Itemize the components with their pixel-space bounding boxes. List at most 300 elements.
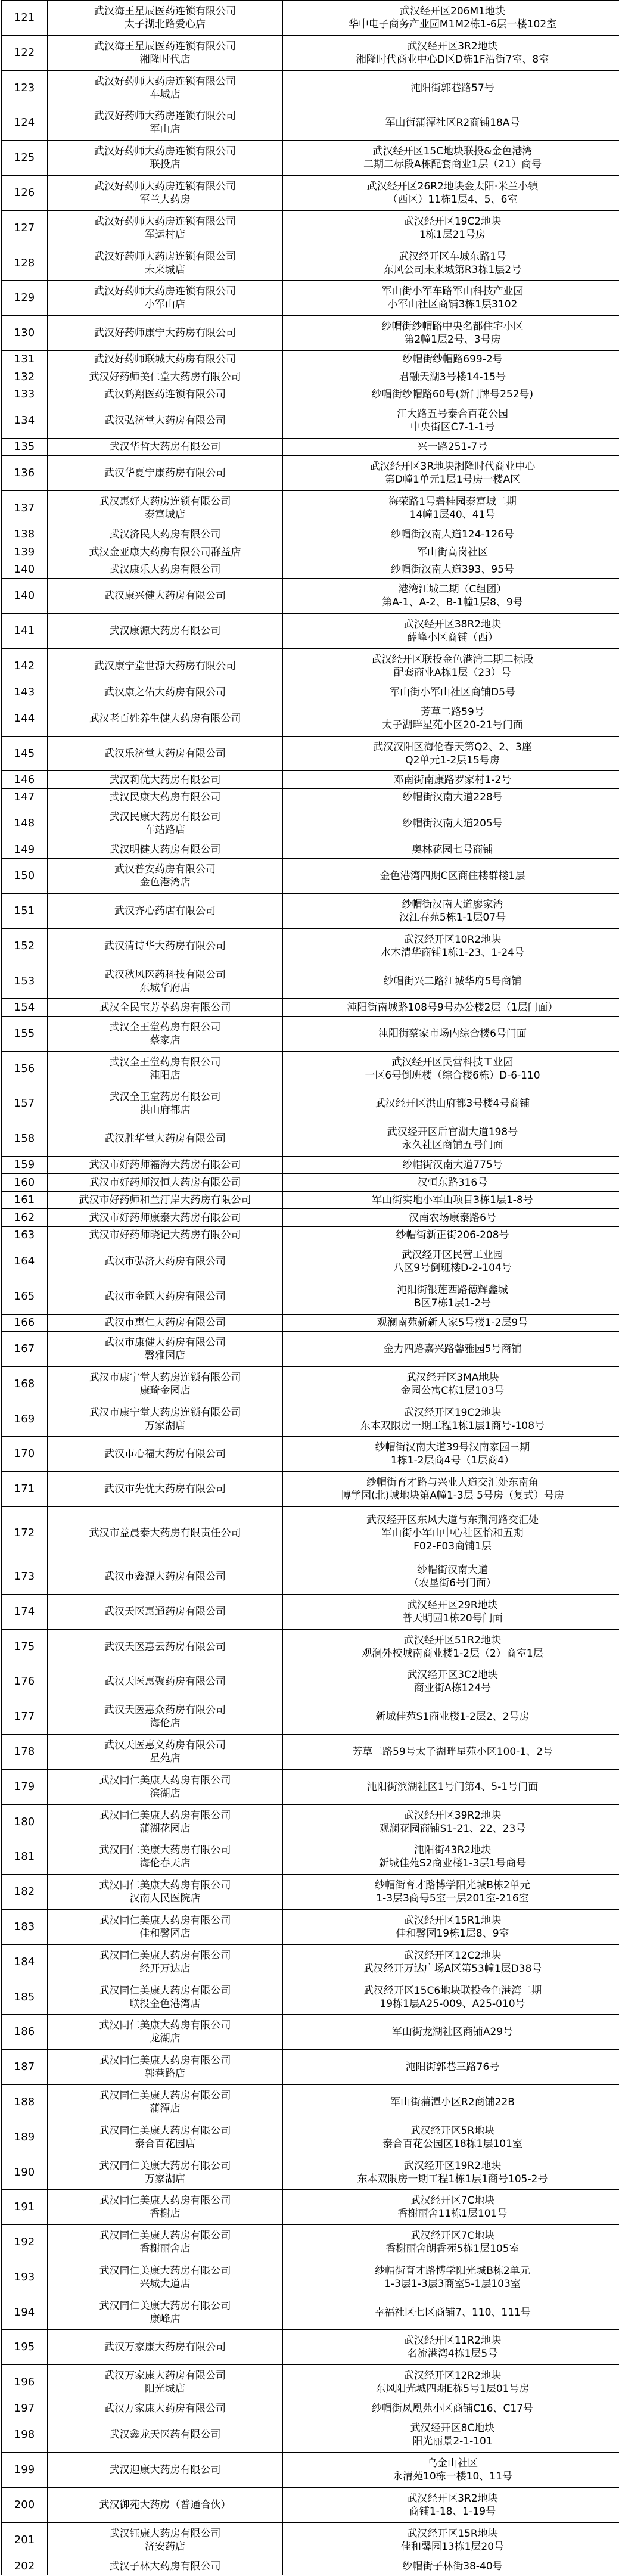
table-row bbox=[2, 1209, 619, 1227]
pharmacy-address-line: 观澜南苑新新人家5号楼1-2层9号 bbox=[377, 1317, 528, 1329]
table-row bbox=[2, 999, 619, 1017]
pharmacy-name-line: 星苑店 bbox=[150, 1752, 181, 1764]
table-row bbox=[2, 246, 619, 281]
row-number: 176 bbox=[2, 1664, 48, 1699]
pharmacy-name-line: 武汉同仁美康大药房有限公司 bbox=[99, 2090, 231, 2102]
pharmacy-name-line: 武汉同仁美康大药房有限公司 bbox=[99, 2195, 231, 2207]
row-number: 129 bbox=[2, 281, 48, 316]
table-row bbox=[2, 1121, 619, 1157]
pharmacy-address-line: 名流港湾4栋1层5号 bbox=[407, 2348, 498, 2360]
pharmacy-address-line: B区7栋1层1-2号 bbox=[413, 1297, 492, 1309]
pharmacy-name-line: 武汉好药师康宁大药房有限公司 bbox=[94, 327, 236, 339]
pharmacy-address-cell bbox=[283, 579, 619, 614]
row-number: 165 bbox=[2, 1279, 48, 1315]
table-row bbox=[2, 649, 619, 683]
table-row bbox=[2, 1910, 619, 1945]
pharmacy-address-cell bbox=[283, 1664, 619, 1699]
table-row bbox=[2, 841, 619, 859]
pharmacy-name-cell bbox=[48, 1770, 283, 1805]
pharmacy-name-line: 小军山店 bbox=[145, 299, 185, 310]
pharmacy-address-cell bbox=[283, 859, 619, 894]
pharmacy-name-cell bbox=[48, 1805, 283, 1839]
table-row bbox=[2, 1945, 619, 1980]
table-row bbox=[2, 789, 619, 806]
pharmacy-address-line: 沌阳街43R2地块 bbox=[413, 1844, 492, 1856]
row-number: 146 bbox=[2, 771, 48, 789]
pharmacy-table bbox=[1, 0, 619, 2575]
pharmacy-name-line: 武汉康兴健大药房有限公司 bbox=[104, 590, 226, 602]
pharmacy-name-cell bbox=[48, 2417, 283, 2453]
pharmacy-name-line: 武汉好药师大药房连锁有限公司 bbox=[94, 285, 236, 297]
pharmacy-name-line: 蔡家店 bbox=[150, 1034, 181, 1046]
pharmacy-address-line: 武汉经开区12R2地块 bbox=[403, 2370, 502, 2382]
pharmacy-address-cell bbox=[283, 789, 619, 806]
pharmacy-name-line: 郭巷路店 bbox=[145, 2068, 185, 2080]
table-row bbox=[2, 1244, 619, 1279]
table-row bbox=[2, 1279, 619, 1315]
pharmacy-address-cell bbox=[283, 1507, 619, 1559]
pharmacy-address-cell bbox=[283, 1402, 619, 1437]
pharmacy-address-line: 阳光丽景2-1-101 bbox=[412, 2435, 493, 2447]
pharmacy-address-cell bbox=[283, 368, 619, 386]
pharmacy-address-line: 乌金山社区 bbox=[427, 2457, 478, 2469]
row-number: 178 bbox=[2, 1735, 48, 1770]
table-row bbox=[2, 176, 619, 211]
table-row bbox=[2, 2260, 619, 2295]
pharmacy-address-cell bbox=[283, 2050, 619, 2085]
pharmacy-name-line: 武汉好药师大药房连锁有限公司 bbox=[94, 110, 236, 122]
table-row bbox=[2, 1980, 619, 2015]
pharmacy-address-line: 第D幢1单元1层1号房一楼A区 bbox=[384, 474, 521, 486]
pharmacy-name-line: 武汉金亚康大药房有限公司群益店 bbox=[89, 546, 241, 558]
pharmacy-name-cell bbox=[48, 561, 283, 579]
pharmacy-name-cell bbox=[48, 1052, 283, 1086]
pharmacy-address-cell bbox=[283, 316, 619, 351]
pharmacy-name-line: 康峰店 bbox=[150, 2313, 181, 2325]
pharmacy-address-cell bbox=[283, 1192, 619, 1209]
pharmacy-name-line: 武汉御苑大药房（普通合伙） bbox=[99, 2499, 231, 2511]
pharmacy-address-line: 纱帽街子林街38-40号 bbox=[402, 2561, 503, 2572]
table-row bbox=[2, 2365, 619, 2400]
pharmacy-name-cell bbox=[48, 2488, 283, 2523]
pharmacy-name-line: 武汉康之佑大药房有限公司 bbox=[104, 686, 226, 698]
pharmacy-address-cell bbox=[283, 964, 619, 999]
pharmacy-address-line: 薛峰小区商铺（西） bbox=[407, 632, 498, 644]
pharmacy-address-line: 纱帽街汉南大道124-126号 bbox=[390, 529, 515, 540]
pharmacy-address-line: 商铺1-18、1-19号 bbox=[409, 2506, 496, 2518]
pharmacy-address-cell bbox=[283, 36, 619, 71]
pharmacy-name-line: 武汉市康宁堂大药房连锁有限公司 bbox=[89, 1406, 241, 1419]
pharmacy-name-line: 军山店 bbox=[150, 123, 181, 135]
pharmacy-name-line: 武汉同仁美康大药房有限公司 bbox=[99, 2125, 231, 2137]
pharmacy-name-line: 武汉天医惠聚药房有限公司 bbox=[104, 1676, 226, 1688]
pharmacy-name-cell bbox=[48, 1839, 283, 1875]
table-row bbox=[2, 1157, 619, 1174]
table-row bbox=[2, 561, 619, 579]
pharmacy-name-cell bbox=[48, 2190, 283, 2225]
pharmacy-address-line: 纱帽街凤凰苑小区商铺C16、C17号 bbox=[371, 2403, 533, 2415]
pharmacy-address-line: 武汉经开区3MA地块 bbox=[406, 1372, 499, 1384]
pharmacy-name-line: 武汉市好药师福海大药房有限公司 bbox=[89, 1159, 241, 1171]
pharmacy-name-line: 兴城大道店 bbox=[139, 2278, 191, 2290]
pharmacy-name-line: 武汉万家康大药房有限公司 bbox=[104, 2403, 226, 2415]
table-row bbox=[2, 2225, 619, 2260]
pharmacy-address-line: 纱帽街汉南大道393、95号 bbox=[390, 564, 515, 576]
row-number: 199 bbox=[2, 2453, 48, 2488]
pharmacy-address-cell bbox=[283, 1875, 619, 1910]
pharmacy-address-line: 纱帽街纱帽路699-2号 bbox=[402, 353, 503, 365]
row-number: 148 bbox=[2, 806, 48, 841]
pharmacy-address-cell bbox=[283, 1945, 619, 1980]
pharmacy-address-line: 芳草二路59号太子湖畔星苑小区100-1、2号 bbox=[352, 1746, 553, 1758]
pharmacy-address-cell bbox=[283, 1805, 619, 1839]
pharmacy-name-cell bbox=[48, 2120, 283, 2155]
pharmacy-name-cell bbox=[48, 1559, 283, 1595]
pharmacy-name-line: 东城华府店 bbox=[139, 981, 191, 994]
row-number: 124 bbox=[2, 105, 48, 141]
pharmacy-address-cell bbox=[283, 2015, 619, 2050]
row-number: 166 bbox=[2, 1315, 48, 1332]
row-number: 133 bbox=[2, 386, 48, 403]
row-number: 130 bbox=[2, 316, 48, 351]
row-number: 163 bbox=[2, 1227, 48, 1244]
pharmacy-name-line: 武汉鹤翔医药连锁有限公司 bbox=[104, 389, 226, 400]
row-number: 196 bbox=[2, 2365, 48, 2400]
pharmacy-address-line: 武汉经开区38R2地块 bbox=[403, 619, 502, 630]
pharmacy-address-line: 纱帽街汉南大道205号 bbox=[402, 818, 503, 829]
pharmacy-address-cell bbox=[283, 2155, 619, 2190]
pharmacy-address-cell bbox=[283, 841, 619, 859]
table-row bbox=[2, 368, 619, 386]
pharmacy-name-line: 武汉同仁美康大药房有限公司 bbox=[99, 1879, 231, 1891]
pharmacy-address-cell bbox=[283, 2417, 619, 2453]
table-row bbox=[2, 683, 619, 701]
pharmacy-address-cell bbox=[283, 1086, 619, 1121]
row-number: 180 bbox=[2, 1805, 48, 1839]
row-number: 122 bbox=[2, 36, 48, 71]
pharmacy-address-line: 泰合百花公园区18栋1层101室 bbox=[382, 2138, 522, 2150]
pharmacy-address-cell bbox=[283, 2453, 619, 2488]
pharmacy-name-line: 武汉清诗华大药房有限公司 bbox=[104, 940, 226, 952]
pharmacy-address-line: 水木清华商铺1栋1-23、1-24号 bbox=[381, 947, 524, 959]
row-number: 140 bbox=[2, 561, 48, 579]
pharmacy-name-cell bbox=[48, 526, 283, 543]
pharmacy-name-line: 武汉弘济堂大药房有限公司 bbox=[104, 415, 226, 427]
row-number: 184 bbox=[2, 1945, 48, 1980]
pharmacy-address-line: 武汉经开区15R地块 bbox=[407, 2528, 498, 2540]
pharmacy-address-line: 武汉经开区12C2地块 bbox=[403, 1950, 502, 1962]
pharmacy-name-cell bbox=[48, 2365, 283, 2400]
pharmacy-name-line: 武汉齐心药店有限公司 bbox=[114, 905, 216, 917]
pharmacy-address-line: 中央街区C7-1-1号 bbox=[410, 421, 495, 433]
pharmacy-name-cell bbox=[48, 1086, 283, 1121]
pharmacy-name-cell bbox=[48, 1209, 283, 1227]
table-row bbox=[2, 579, 619, 614]
pharmacy-address-line: 汉恒东路316号 bbox=[417, 1176, 488, 1189]
pharmacy-name-cell bbox=[48, 2015, 283, 2050]
pharmacy-name-line: 联投店 bbox=[150, 159, 181, 170]
row-number: 167 bbox=[2, 1332, 48, 1367]
pharmacy-address-line: 东风公司未来城第R3栋1层2号 bbox=[383, 263, 522, 276]
pharmacy-name-line: 泰富城店 bbox=[145, 509, 185, 521]
pharmacy-address-line: 君融天湖3号楼14-15号 bbox=[399, 371, 506, 383]
pharmacy-name-line: 武汉同仁美康大药房有限公司 bbox=[99, 1844, 231, 1856]
pharmacy-name-line: 万家湖店 bbox=[145, 1419, 185, 1432]
pharmacy-address-line: 武汉经开区26R2地块金太阳·米兰小镇 bbox=[366, 181, 539, 192]
pharmacy-address-line: 武汉经开区29R地块 bbox=[407, 1599, 498, 1611]
pharmacy-name-line: 武汉康乐大药房有限公司 bbox=[109, 564, 221, 576]
pharmacy-name-line: 车城店 bbox=[150, 88, 181, 101]
pharmacy-address-cell bbox=[283, 894, 619, 929]
pharmacy-address-cell bbox=[283, 1980, 619, 2015]
row-number: 150 bbox=[2, 859, 48, 894]
pharmacy-name-line: 武汉同仁美康大药房有限公司 bbox=[99, 1950, 231, 1962]
pharmacy-address-line: 1栋1层21号房 bbox=[419, 229, 486, 241]
table-row bbox=[2, 929, 619, 964]
pharmacy-address-line: （农垦街6号门面） bbox=[409, 1577, 496, 1589]
pharmacy-name-cell bbox=[48, 543, 283, 561]
pharmacy-name-line: 万家湖店 bbox=[145, 2173, 185, 2185]
pharmacy-address-cell bbox=[283, 2085, 619, 2120]
pharmacy-address-cell bbox=[283, 649, 619, 683]
pharmacy-name-cell bbox=[48, 1, 283, 36]
pharmacy-name-cell bbox=[48, 806, 283, 841]
pharmacy-name-line: 武汉惠好大药房连锁有限公司 bbox=[99, 496, 231, 508]
table-row bbox=[2, 1664, 619, 1699]
pharmacy-name-cell bbox=[48, 1472, 283, 1507]
row-number: 145 bbox=[2, 737, 48, 771]
pharmacy-name-line: 龙湖店 bbox=[150, 2033, 181, 2044]
pharmacy-name-cell bbox=[48, 281, 283, 316]
table-row bbox=[2, 1437, 619, 1472]
row-number: 198 bbox=[2, 2417, 48, 2453]
pharmacy-address-cell bbox=[283, 1559, 619, 1595]
table-row bbox=[2, 614, 619, 649]
pharmacy-name-line: 武汉华夏宁康药房有限公司 bbox=[104, 467, 226, 479]
row-number: 175 bbox=[2, 1630, 48, 1664]
pharmacy-name-line: 武汉迎康大药房有限公司 bbox=[109, 2464, 221, 2476]
table-row bbox=[2, 316, 619, 351]
pharmacy-address-line: 沌阳街南城路108号9号办公楼2层（1层门面） bbox=[347, 1001, 558, 1014]
pharmacy-name-cell bbox=[48, 491, 283, 526]
pharmacy-name-line: 武汉普安药房有限公司 bbox=[114, 863, 216, 875]
table-row bbox=[2, 386, 619, 403]
pharmacy-name-cell bbox=[48, 1279, 283, 1315]
row-number: 141 bbox=[2, 614, 48, 649]
pharmacy-name-line: 联投金色港湾店 bbox=[129, 1997, 201, 2010]
pharmacy-address-line: 武汉汉阳区海伦春天第Q2、2、3座 bbox=[373, 741, 532, 753]
pharmacy-name-cell bbox=[48, 614, 283, 649]
row-number: 187 bbox=[2, 2050, 48, 2085]
pharmacy-address-line: 武汉经开区19C2地块 bbox=[403, 1406, 502, 1419]
row-number: 201 bbox=[2, 2523, 48, 2558]
pharmacy-name-cell bbox=[48, 649, 283, 683]
pharmacy-name-cell bbox=[48, 368, 283, 386]
pharmacy-address-line: 14幢1层40、41号 bbox=[409, 509, 496, 521]
pharmacy-name-cell bbox=[48, 929, 283, 964]
pharmacy-address-line: 武汉经开区19C2地块 bbox=[403, 216, 502, 228]
row-number: 126 bbox=[2, 176, 48, 211]
pharmacy-name-line: 武汉同仁美康大药房有限公司 bbox=[99, 1809, 231, 1822]
table-row bbox=[2, 1559, 619, 1595]
table-row bbox=[2, 211, 619, 246]
pharmacy-address-line: 武汉经开区15C6地块联投金色港湾二期 bbox=[363, 1984, 542, 1997]
pharmacy-address-line: （西区）11栋1层4、5、6室 bbox=[387, 194, 518, 206]
row-number: 181 bbox=[2, 1839, 48, 1875]
pharmacy-address-line: 佳和馨园19栋1层8、9室 bbox=[396, 1928, 509, 1940]
pharmacy-address-line: 东风阳光城四期E栋5号1层01号房 bbox=[375, 2383, 530, 2395]
pharmacy-name-cell bbox=[48, 999, 283, 1017]
pharmacy-address-line: 武汉经开区5R地块 bbox=[410, 2125, 495, 2137]
pharmacy-name-line: 武汉天医惠通药房有限公司 bbox=[104, 1606, 226, 1618]
pharmacy-address-line: 武汉经开区11R2地块 bbox=[403, 2335, 502, 2347]
row-number: 155 bbox=[2, 1017, 48, 1052]
row-number: 136 bbox=[2, 456, 48, 491]
pharmacy-name-line: 车站路店 bbox=[145, 824, 185, 836]
pharmacy-name-line: 武汉同仁美康大药房有限公司 bbox=[99, 2265, 231, 2277]
pharmacy-name-line: 武汉市好药师晓记大药房有限公司 bbox=[89, 1229, 241, 1241]
pharmacy-name-line: 沌阳店 bbox=[150, 1069, 181, 1082]
row-number: 186 bbox=[2, 2015, 48, 2050]
row-number: 161 bbox=[2, 1192, 48, 1209]
pharmacy-address-line: 沌阳街银莲西路德辉鑫城 bbox=[397, 1284, 508, 1296]
pharmacy-name-cell bbox=[48, 2330, 283, 2365]
pharmacy-name-line: 武汉好药师大药房连锁有限公司 bbox=[94, 250, 236, 263]
pharmacy-name-line: 武汉市心福大药房有限公司 bbox=[104, 1448, 226, 1460]
row-number: 197 bbox=[2, 2400, 48, 2417]
table-row bbox=[2, 281, 619, 316]
pharmacy-address-line: 海荣路1号碧桂园泰富城二期 bbox=[388, 496, 517, 508]
row-number: 172 bbox=[2, 1507, 48, 1559]
pharmacy-address-cell bbox=[283, 1630, 619, 1664]
pharmacy-name-line: 武汉市益晨泰大药房有限责任公司 bbox=[89, 1527, 241, 1539]
pharmacy-name-line: 武汉康源大药房有限公司 bbox=[109, 625, 221, 637]
pharmacy-name-line: 武汉胜华堂大药房有限公司 bbox=[104, 1133, 226, 1145]
row-number: 183 bbox=[2, 1910, 48, 1945]
pharmacy-address-cell bbox=[283, 1437, 619, 1472]
pharmacy-address-cell bbox=[283, 737, 619, 771]
pharmacy-name-line: 武汉全王堂药房有限公司 bbox=[109, 1021, 221, 1033]
table-row bbox=[2, 2015, 619, 2050]
pharmacy-name-line: 武汉市金匯大药房有限公司 bbox=[104, 1291, 226, 1303]
pharmacy-address-line: 军山街蒲潭社区R2商铺18A号 bbox=[385, 117, 520, 129]
pharmacy-name-line: 武汉万家康大药房有限公司 bbox=[104, 2370, 226, 2382]
table-row bbox=[2, 1805, 619, 1839]
pharmacy-address-line: 博学园(北)城地块第A幢1-3层 5号房（复式）号房 bbox=[341, 1490, 564, 1502]
pharmacy-name-cell bbox=[48, 36, 283, 71]
pharmacy-address-cell bbox=[283, 1699, 619, 1735]
pharmacy-address-line: 武汉经开区车城东路1号 bbox=[399, 250, 506, 263]
pharmacy-address-cell bbox=[283, 1227, 619, 1244]
pharmacy-name-cell bbox=[48, 2558, 283, 2575]
pharmacy-address-cell bbox=[283, 211, 619, 246]
pharmacy-address-cell bbox=[283, 2523, 619, 2558]
pharmacy-address-cell bbox=[283, 929, 619, 964]
table-row bbox=[2, 2400, 619, 2417]
pharmacy-address-line: 汉南农场康泰路6号 bbox=[409, 1211, 496, 1224]
pharmacy-name-cell bbox=[48, 386, 283, 403]
row-number: 195 bbox=[2, 2330, 48, 2365]
row-number: 143 bbox=[2, 683, 48, 701]
pharmacy-name-cell bbox=[48, 316, 283, 351]
table-row bbox=[2, 1367, 619, 1402]
row-number: 151 bbox=[2, 894, 48, 929]
row-number: 134 bbox=[2, 403, 48, 439]
pharmacy-address-line: 小军山社区商铺3栋1层3102 bbox=[387, 299, 518, 310]
pharmacy-name-line: 蒲湖花园店 bbox=[139, 1822, 191, 1835]
pharmacy-name-cell bbox=[48, 1699, 283, 1735]
row-number: 149 bbox=[2, 841, 48, 859]
pharmacy-address-line: 军山街龙湖社区商铺A29号 bbox=[391, 2026, 514, 2038]
pharmacy-address-cell bbox=[283, 1315, 619, 1332]
pharmacy-address-cell bbox=[283, 2330, 619, 2365]
row-number: 138 bbox=[2, 526, 48, 543]
pharmacy-address-line: 武汉经开区10R2地块 bbox=[403, 934, 502, 946]
table-row bbox=[2, 2050, 619, 2085]
table-row bbox=[2, 1086, 619, 1121]
pharmacy-name-line: 武汉好药师大药房连锁有限公司 bbox=[94, 145, 236, 157]
table-row bbox=[2, 1315, 619, 1332]
pharmacy-name-line: 武汉同仁美康大药房有限公司 bbox=[99, 2300, 231, 2312]
pharmacy-address-cell bbox=[283, 246, 619, 281]
pharmacy-address-line: 纱帽街纱帽路中央名都住宅小区 bbox=[381, 321, 524, 333]
table-row bbox=[2, 2120, 619, 2155]
pharmacy-name-cell bbox=[48, 1192, 283, 1209]
table-row bbox=[2, 105, 619, 141]
pharmacy-name-cell bbox=[48, 841, 283, 859]
pharmacy-address-cell bbox=[283, 2295, 619, 2330]
pharmacy-address-line: 军山街高岗社区 bbox=[417, 546, 488, 558]
pharmacy-name-line: 武汉全王堂药房有限公司 bbox=[109, 1056, 221, 1068]
pharmacy-address-line: 第A-1、A-2、B-1幢1层8、9号 bbox=[382, 596, 523, 608]
pharmacy-name-cell bbox=[48, 1244, 283, 1279]
table-row bbox=[2, 526, 619, 543]
table-row bbox=[2, 737, 619, 771]
row-number: 202 bbox=[2, 2558, 48, 2575]
table-row bbox=[2, 1227, 619, 1244]
row-number: 174 bbox=[2, 1595, 48, 1630]
pharmacy-name-line: 武汉民康大药房有限公司 bbox=[109, 791, 221, 803]
pharmacy-address-cell bbox=[283, 71, 619, 105]
pharmacy-name-line: 武汉天医惠义药房有限公司 bbox=[104, 1739, 226, 1751]
pharmacy-name-line: 武汉好药师联城大药房有限公司 bbox=[94, 353, 236, 365]
pharmacy-name-cell bbox=[48, 1945, 283, 1980]
pharmacy-address-line: 观澜花园商铺S1-21、22、23号 bbox=[379, 1822, 526, 1835]
pharmacy-address-line: Q2单元1-2层15号房 bbox=[405, 754, 500, 766]
pharmacy-address-line: 一区6号倒班楼（综合楼6栋）D-6-110 bbox=[365, 1069, 540, 1082]
pharmacy-name-cell bbox=[48, 2050, 283, 2085]
row-number: 168 bbox=[2, 1367, 48, 1402]
pharmacy-address-line: 新城佳苑S2商业楼1-3层1号商号 bbox=[378, 1857, 527, 1869]
row-number: 139 bbox=[2, 543, 48, 561]
pharmacy-name-line: 武汉万家康大药房有限公司 bbox=[104, 2341, 226, 2353]
pharmacy-name-line: 军兰大药房 bbox=[139, 194, 191, 206]
pharmacy-address-cell bbox=[283, 1174, 619, 1192]
pharmacy-address-line: 东本双限房一期工程1栋1层1商号105-2号 bbox=[357, 2173, 548, 2185]
table-row bbox=[2, 1507, 619, 1559]
table-row bbox=[2, 701, 619, 737]
pharmacy-name-line: 武汉莉优大药房有限公司 bbox=[109, 773, 221, 786]
pharmacy-name-cell bbox=[48, 1332, 283, 1367]
pharmacy-address-line: 武汉经开区3R2地块 bbox=[407, 41, 498, 52]
row-number: 127 bbox=[2, 211, 48, 246]
table-row bbox=[2, 2155, 619, 2190]
pharmacy-name-line: 武汉天医惠众药房有限公司 bbox=[104, 1704, 226, 1716]
pharmacy-name-cell bbox=[48, 71, 283, 105]
pharmacy-address-line: 纱帽街汉南大道775号 bbox=[402, 1159, 503, 1171]
pharmacy-address-line: 汉江春苑5栋1-1层07号 bbox=[399, 912, 506, 924]
pharmacy-name-cell bbox=[48, 1121, 283, 1157]
